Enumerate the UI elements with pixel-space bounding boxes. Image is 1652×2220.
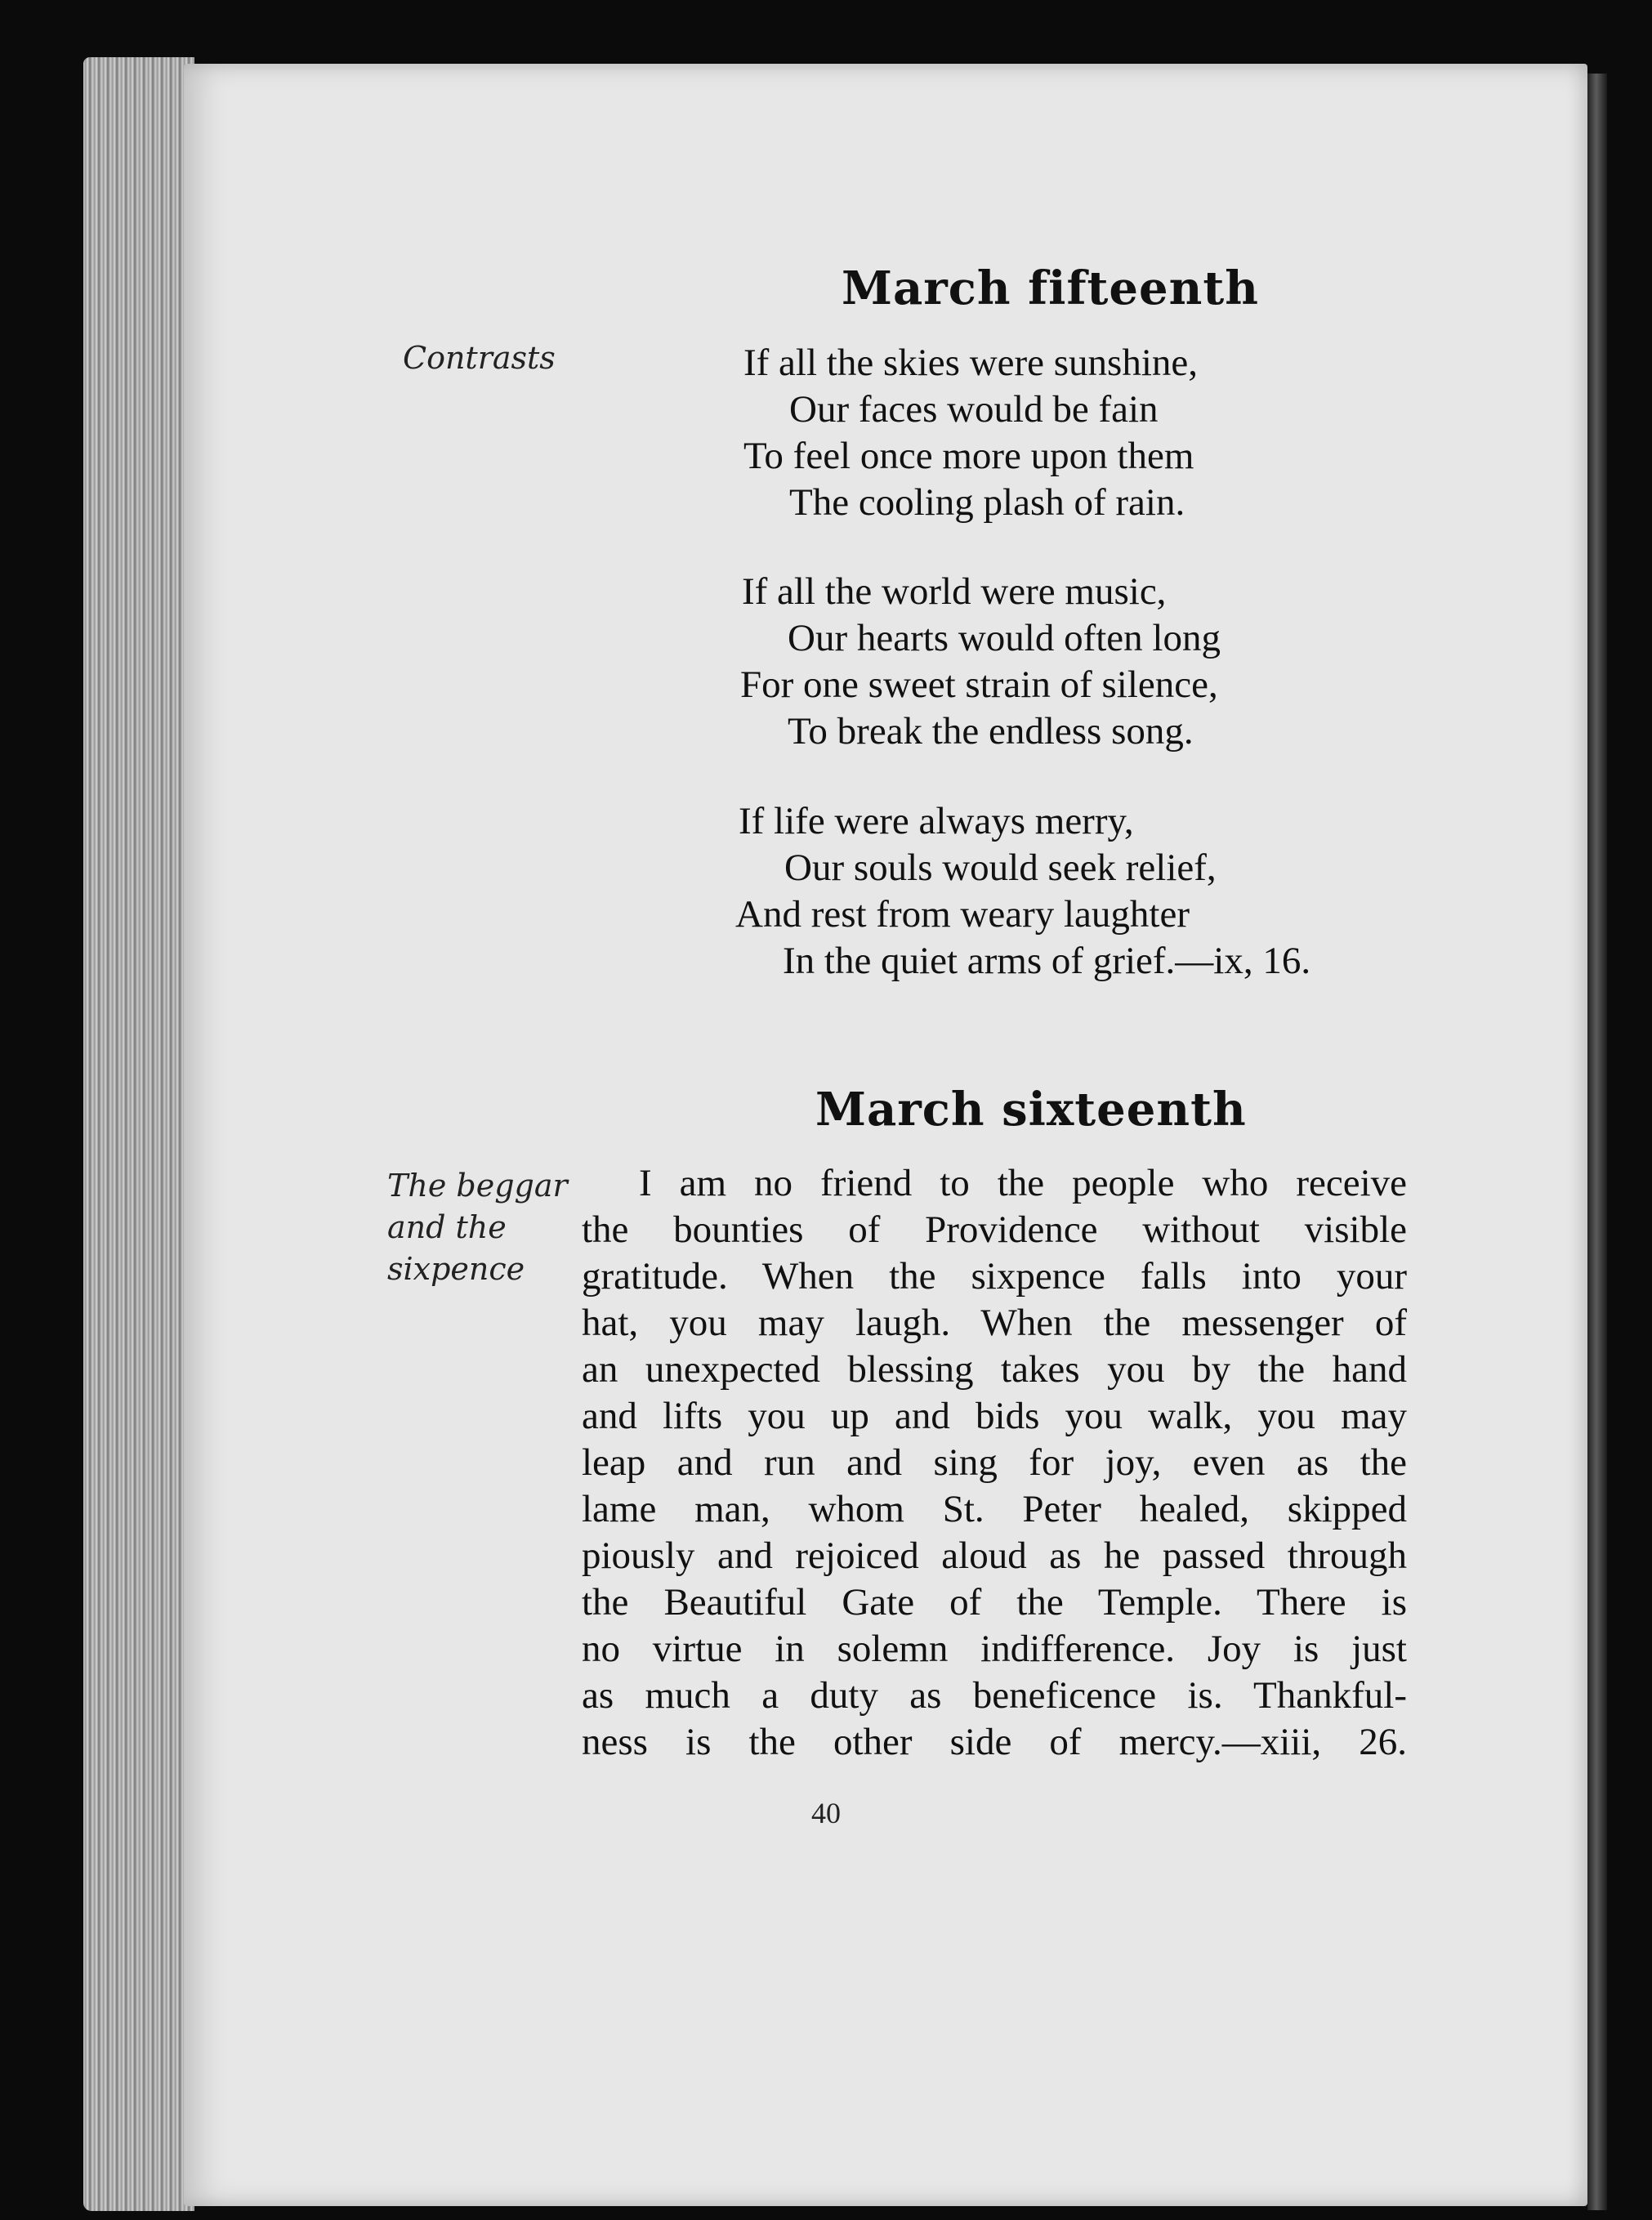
prose-line: as much a duty as beneficence is. Thankful-	[582, 1674, 1407, 1717]
poem-line: And rest from weary laughter	[735, 893, 1190, 936]
prose-line: lame man, whom St. Peter healed, skipped	[582, 1488, 1407, 1530]
poem-line: Our hearts would often long	[788, 617, 1221, 659]
prose-line: and lifts you up and bids you walk, you may	[582, 1395, 1407, 1437]
prose-line: an unexpected blessing takes you by the hand	[582, 1348, 1407, 1391]
prose-line: ness is the other side of mercy.—xiii, 26.	[582, 1721, 1407, 1763]
prose-line: piously and rejoiced aloud as he passed through	[582, 1534, 1407, 1577]
poem-line: If all the skies were sunshine,	[743, 342, 1199, 384]
prose-line: gratitude. When the sixpence falls into your	[582, 1255, 1407, 1298]
poem-line: For one sweet strain of silence,	[740, 663, 1218, 706]
facing-page-edge	[1587, 74, 1607, 2210]
sidenote-line: and the	[387, 1209, 507, 1245]
prose-line: leap and run and sing for joy, even as the	[582, 1441, 1407, 1484]
prose-line: the bounties of Providence without visible	[582, 1208, 1407, 1251]
poem-line: Our souls would seek relief,	[784, 846, 1217, 889]
poem-line: The cooling plash of rain.	[789, 481, 1185, 524]
sidenote-line: The beggar	[387, 1168, 568, 1204]
prose-line: I am no friend to the people who receive	[639, 1162, 1407, 1204]
sidenote-beggar	[387, 1165, 568, 1290]
sidenote-contrasts: Contrasts	[403, 340, 556, 376]
poem-line: In the quiet arms of grief.—ix, 16.	[783, 940, 1311, 982]
poem-line: To break the endless song.	[788, 710, 1194, 753]
prose-line: hat, you may laugh. When the messenger of	[582, 1302, 1407, 1344]
book-page-edges	[83, 57, 194, 2211]
heading-march-fifteenth: March fifteenth	[842, 261, 1259, 315]
prose-line: no virtue in solemn indifference. Joy is just	[582, 1628, 1407, 1670]
poem-line: Our faces would be fain	[789, 388, 1159, 431]
page-number: 40	[811, 1797, 841, 1829]
prose-paragraph	[582, 1160, 1407, 1766]
heading-march-sixteenth: March sixteenth	[815, 1083, 1247, 1137]
poem-line: To feel once more upon them	[743, 435, 1194, 477]
prose-line: the Beautiful Gate of the Temple. There is	[582, 1581, 1407, 1624]
sidenote-line: sixpence	[387, 1251, 525, 1287]
poem-line: If life were always merry,	[739, 800, 1134, 842]
poem-line: If all the world were music,	[742, 570, 1167, 613]
